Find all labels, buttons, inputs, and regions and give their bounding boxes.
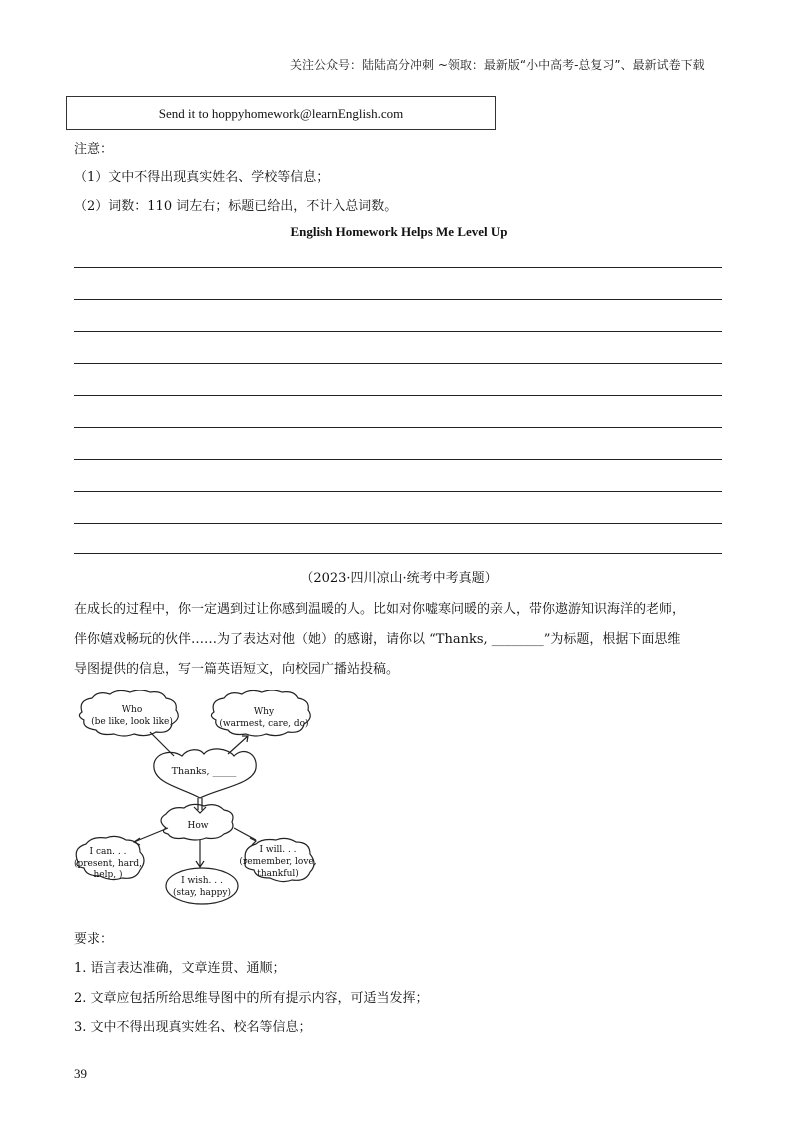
can-sub2: help, )	[93, 870, 123, 880]
writing-line[interactable]	[74, 395, 722, 396]
writing-line[interactable]	[74, 299, 722, 300]
connector-who-heart	[150, 732, 174, 756]
prompt-line-2: 伴你嬉戏畅玩的伙伴……为了表达对他（她）的感谢，请你以 “Thanks, ________”为标题，根据下面思维	[74, 632, 681, 647]
writing-line[interactable]	[74, 267, 722, 268]
why-sub: (warmest, care, do)	[219, 719, 309, 729]
thanks-center: Thanks, _____	[171, 766, 237, 777]
email-text: Send it to hoppyhomework@learnEnglish.com	[158, 106, 404, 121]
requirement-item-1: 1. 语言表达准确，文章连贯、通顺；	[74, 961, 286, 976]
question-source: （2023·四川凉山·统考中考真题）	[300, 571, 498, 586]
will-title: I will. . .	[259, 845, 297, 855]
note-item-1: （1）文中不得出现真实姓名、学校等信息；	[74, 170, 330, 185]
why-title: Why	[253, 707, 275, 717]
writing-line[interactable]	[74, 523, 722, 524]
wish-sub: (stay, happy)	[172, 888, 232, 898]
wish-title: I wish. . .	[181, 876, 223, 886]
writing-line[interactable]	[74, 491, 722, 492]
writing-line[interactable]	[74, 331, 722, 332]
writing-line[interactable]	[74, 553, 722, 554]
mind-map	[70, 690, 340, 915]
page-number: 39	[74, 1066, 87, 1081]
writing-title: English Homework Helps Me Level Up	[290, 224, 508, 239]
notes-heading: 注意：	[74, 142, 114, 157]
email-box	[66, 96, 496, 130]
will-sub1: (remember, love,	[239, 857, 317, 867]
who-sub: (be like, look like)	[91, 717, 173, 727]
requirements-heading: 要求：	[74, 932, 114, 947]
prompt-line-1: 在成长的过程中，你一定遇到过让你感到温暖的人。比如对你嘘寒问暖的亲人，带你遨游知识海洋的老师，	[74, 602, 686, 617]
can-sub1: (present, hard,	[73, 859, 143, 869]
header-note: 关注公众号：陆陆高分冲刺 ~领取：最新版“小中高考-总复习”、最新试卷下载	[290, 58, 705, 72]
writing-line[interactable]	[74, 363, 722, 364]
connector-how-can	[134, 828, 168, 842]
prompt-line-3: 导图提供的信息，写一篇英语短文，向校园广播站投稿。	[74, 662, 400, 677]
connector-how-will	[234, 828, 256, 840]
writing-line[interactable]	[74, 427, 722, 428]
requirement-item-2: 2. 文章应包括所给思维导图中的所有提示内容，可适当发挥；	[74, 991, 429, 1006]
how-label: How	[187, 821, 209, 831]
who-title: Who	[121, 705, 143, 715]
note-item-2: （2）词数：110 词左右；标题已给出，不计入总词数。	[74, 199, 398, 214]
wish-cloud-shape	[166, 868, 238, 904]
can-title: I can. . .	[89, 847, 127, 857]
will-sub2: thankful)	[257, 869, 299, 879]
writing-line[interactable]	[74, 459, 722, 460]
requirement-item-3: 3. 文中不得出现真实姓名、校名等信息；	[74, 1020, 312, 1035]
